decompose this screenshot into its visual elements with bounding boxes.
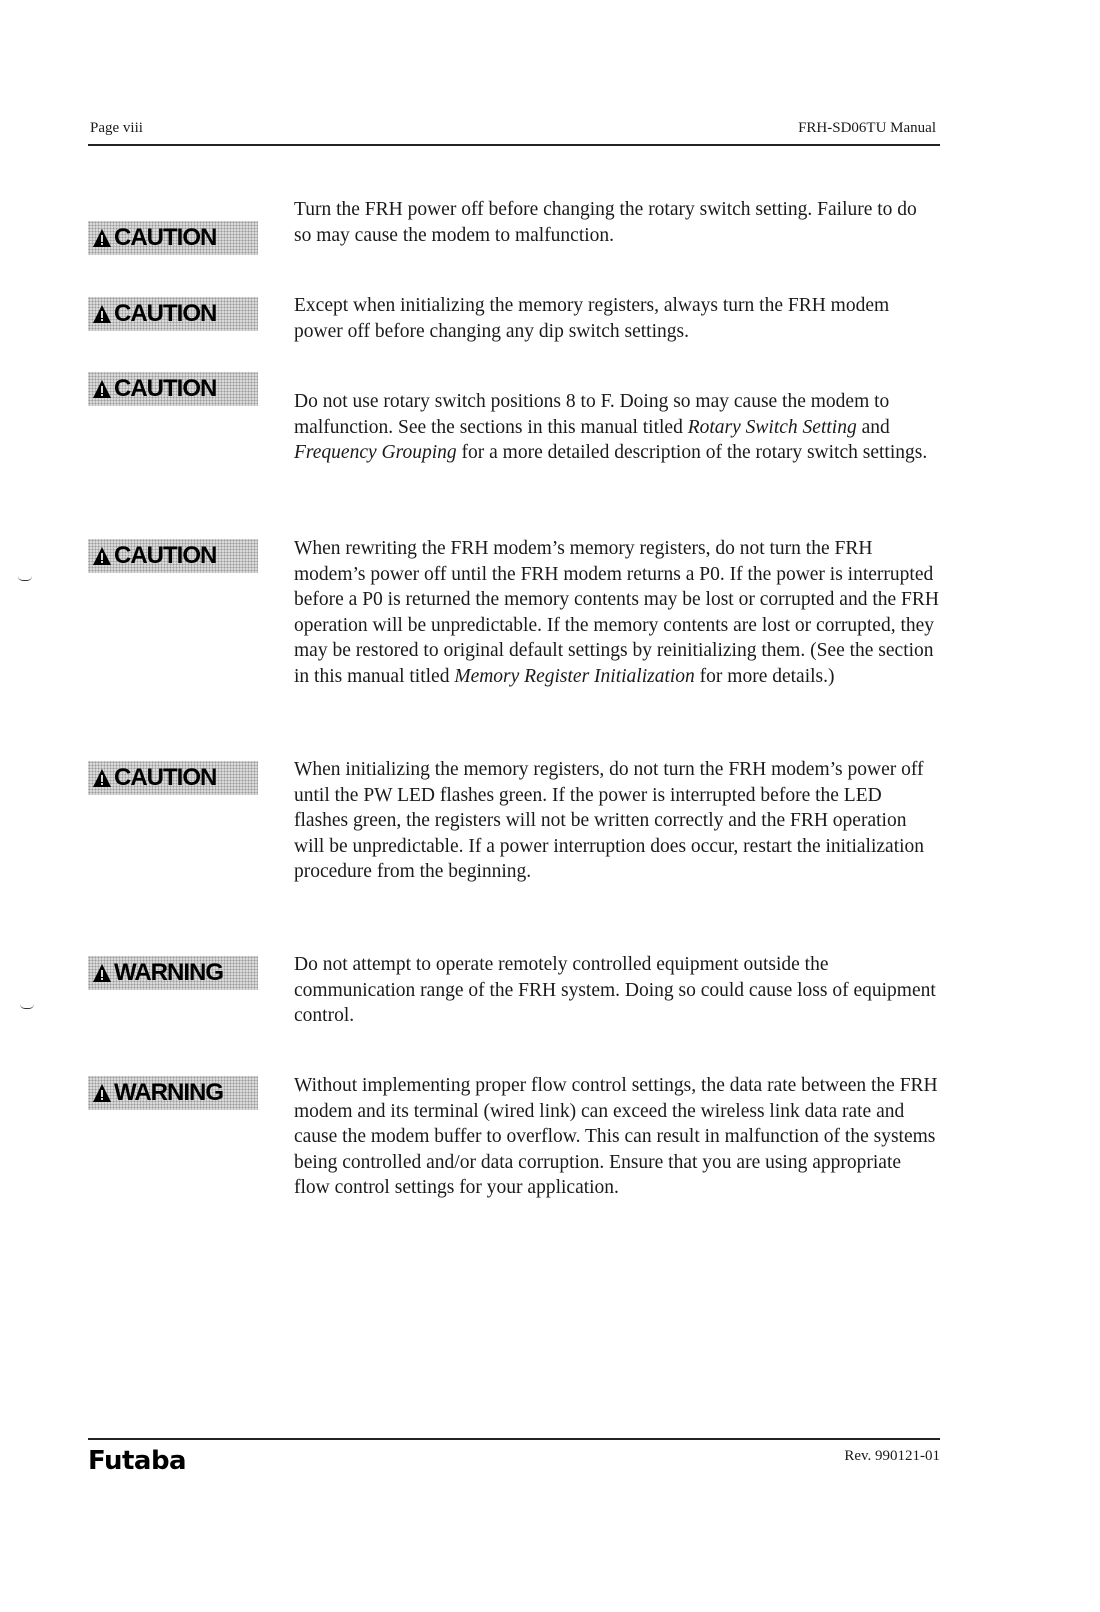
section-reference: Frequency Grouping	[294, 442, 457, 463]
manual-title: FRH-SD06TU Manual	[798, 120, 936, 136]
caution-text: Except when initializing the memory registers, always turn the FRH modem power off before changing any dip switch settings.	[294, 295, 890, 342]
section-reference: Memory Register Initialization	[454, 665, 695, 687]
section-reference: Rotary Switch Setting	[687, 416, 857, 438]
caution-text: Turn the FRH power off before changing the rotary switch setting. Failure to do so may cause the modem to malfunction.	[294, 199, 917, 246]
margin-mark	[18, 576, 32, 581]
caution-label: CAUTION	[114, 300, 217, 327]
page-number: Page viii	[90, 120, 143, 136]
warning-triangle-icon	[92, 546, 112, 566]
margin-mark	[20, 1004, 34, 1009]
caution-label: CAUTION	[114, 542, 217, 569]
warning-label: WARNING	[114, 959, 223, 986]
warning-triangle-icon	[92, 379, 112, 399]
caution-label: CAUTION	[114, 764, 217, 791]
caution-text: When rewriting the FRH modem’s memory registers, do not turn the FRH modem’s power off until the FRH modem returns a P0. If the power is interrupted before a P0 is returned the memory contents may be lost or corrupted and the FRH operation will be unpredictable. If the memory contents are lost or corrupted, they may be restored to original default settings by reinitializing them. (See the section in this manual titled Memory Register Initialization for more details.)	[294, 538, 939, 687]
caution-badge	[88, 539, 258, 573]
warning-triangle-icon	[92, 228, 112, 248]
warning-text: Do not attempt to operate remotely controlled equipment outside the communication range of the FRH system. Doing so could cause loss of equipment control.	[294, 954, 936, 1026]
warning-triangle-icon	[92, 304, 112, 324]
warning-triangle-icon	[92, 963, 112, 983]
caution-badge	[88, 221, 258, 255]
warning-triangle-icon	[92, 768, 112, 788]
caution-badge	[88, 372, 258, 406]
page-header	[88, 118, 940, 146]
caution-badge	[88, 297, 258, 331]
caution-label: CAUTION	[114, 375, 217, 402]
warning-text: Without implementing proper flow control settings, the data rate between the FRH modem and its terminal (wired link) can exceed the wireless link data rate and cause the modem buffer to overflow. This can result in malfunction of the systems being controlled and/or data corruption. Ensure that you are using appropriate flow control settings for your application.	[294, 1075, 938, 1198]
caution-label: CAUTION	[114, 224, 217, 251]
warning-label: WARNING	[114, 1079, 223, 1106]
warning-badge	[88, 956, 258, 990]
warning-badge	[88, 1076, 258, 1110]
futaba-logo: Futaba	[88, 1446, 187, 1476]
revision-number: Rev. 990121-01	[844, 1448, 940, 1464]
caution-text: When initializing the memory registers, do not turn the FRH modem’s power off until the PW LED flashes green. If the power is interrupted before the LED flashes green, the registers will not be written correctly and the FRH operation will be unpredictable. If a power interruption does occur, restart the initialization procedure from the beginning.	[294, 759, 925, 882]
warning-triangle-icon	[92, 1083, 112, 1103]
page-footer	[88, 1438, 940, 1480]
caution-text: Do not use rotary switch positions 8 to F. Doing so may cause the modem to malfunction. See the sections in this manual titled Rotary Switch Setting and Frequency Grouping for a more detailed description of the rotary switch settings.	[294, 391, 928, 463]
caution-badge	[88, 761, 258, 795]
